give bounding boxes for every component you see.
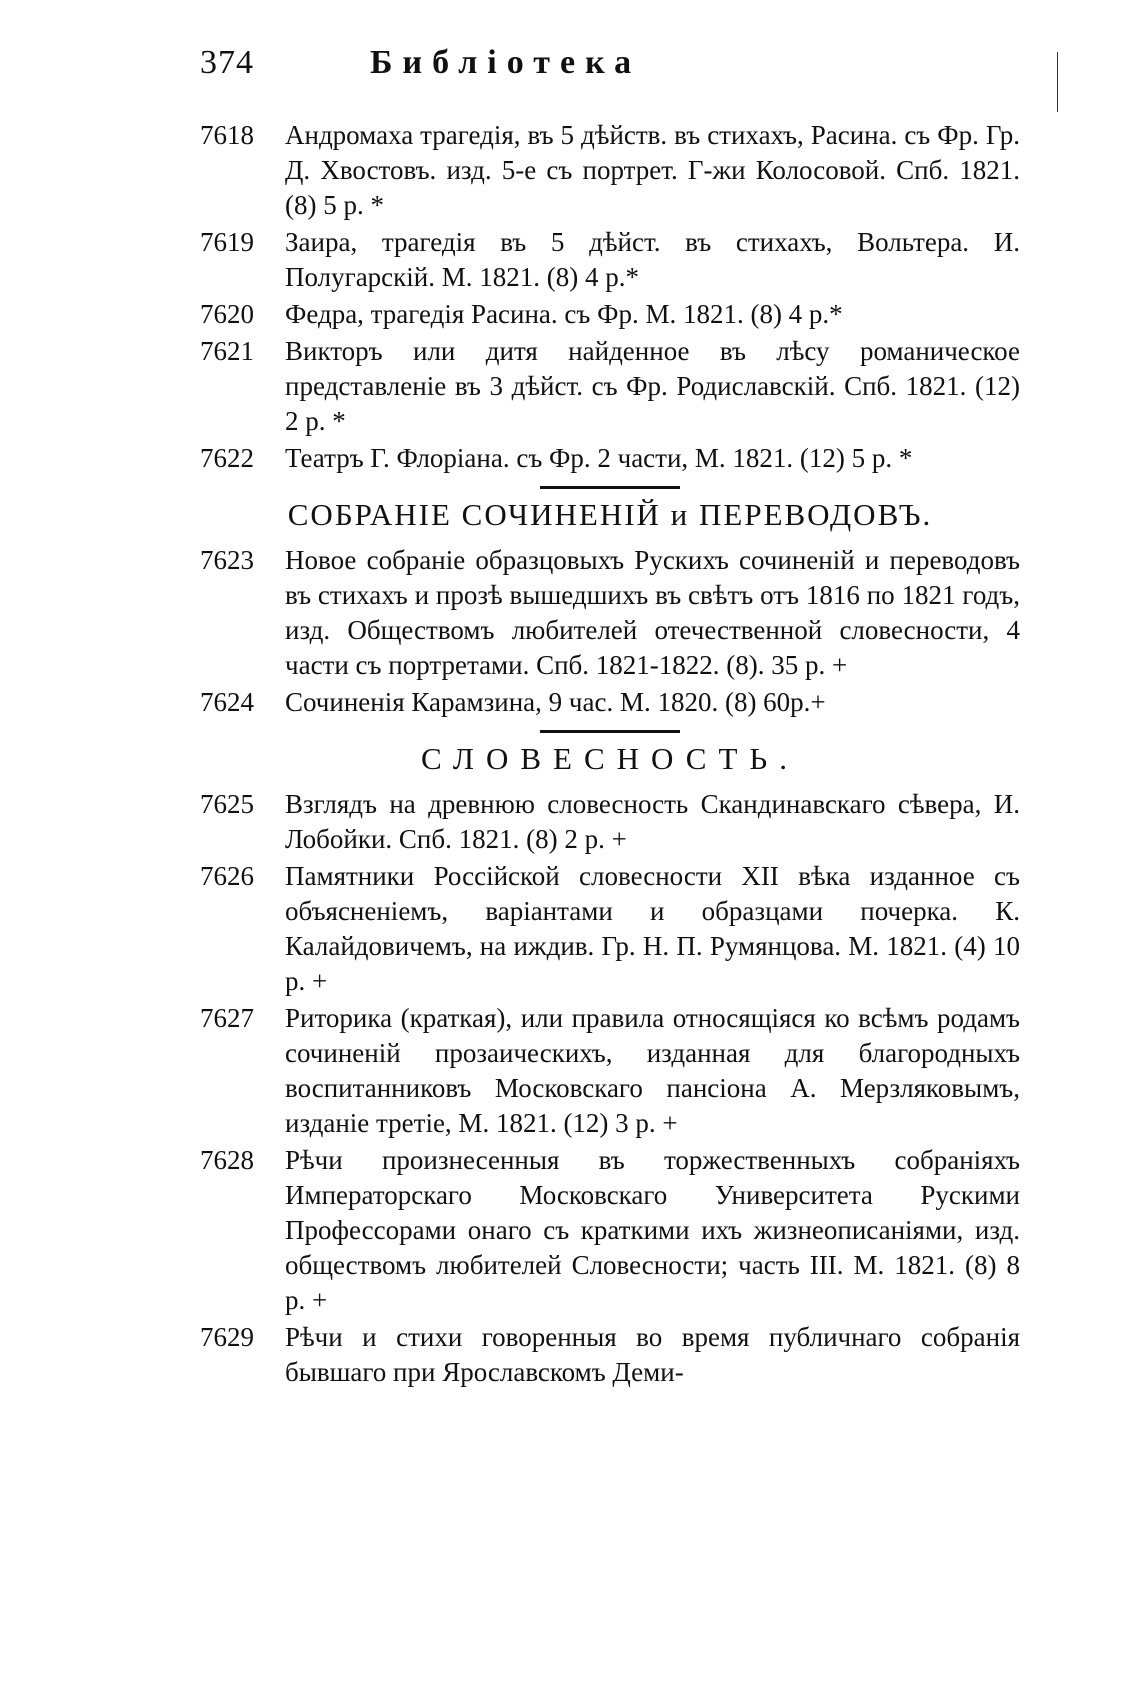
entry-text: Сочиненія Карамзина, 9 час. М. 1820. (8) 60р.+ — [285, 687, 826, 717]
entry-number: 7625 — [200, 789, 254, 819]
catalog-entry — [200, 297, 1020, 332]
entry-text: Андромаха трагедія, въ 5 дѣйств. въ стихахъ, Расина. съ Фр. Гр. Д. Хвостовъ. изд. 5-е съ портрет. Г-жи Колосовой. Спб. 1821. (8) 5 р. * — [285, 120, 1020, 220]
entry-text: Театръ Г. Флоріана. съ Фр. 2 части, М. 1821. (12) 5 р. * — [285, 443, 913, 473]
entry-number: 7618 — [200, 120, 254, 150]
catalog-content — [200, 118, 1020, 1392]
section-heading-collections: СОБРАНІЕ СОЧИНЕНІЙ и ПЕРЕВОДОВЪ. — [287, 497, 933, 532]
entry-number: 7628 — [200, 1145, 254, 1175]
entry-text: Взглядъ на древнюю словесность Скандинавскаго сѣвера, И. Лобойки. Спб. 1821. (8) 2 р. + — [285, 789, 1020, 854]
catalog-entry — [200, 225, 1020, 295]
section-heading-literature: СЛОВЕСНОСТЬ. — [421, 741, 799, 776]
catalog-entry — [200, 787, 1020, 857]
entries-group-collections — [200, 543, 1020, 720]
entry-number: 7624 — [200, 687, 254, 717]
entry-number: 7627 — [200, 1003, 254, 1033]
catalog-entry — [200, 1143, 1020, 1318]
margin-rule — [1057, 52, 1058, 112]
entry-number: 7619 — [200, 227, 254, 257]
catalog-entry — [200, 685, 1020, 720]
catalog-entry — [200, 441, 1020, 476]
catalog-entry — [200, 334, 1020, 439]
entry-text: Рѣчи произнесенныя въ торжественныхъ собраніяхъ Императорскаго Московскаго Университета Рускими Профессорами онаго съ краткими ихъ жизнеописаніями, изд. обществомъ любителей Словесности; часть III. М. 1821. (8) 8 р. + — [285, 1145, 1020, 1315]
catalog-entry — [200, 1320, 1020, 1390]
entry-text: Новое собраніе образцовыхъ Рускихъ сочиненій и переводовъ въ стихахъ и прозѣ вышедшихъ въ свѣтъ отъ 1816 по 1821 годъ, изд. Обществомъ любителей отечественной словесности, 4 части съ портретами. Спб. 1821-1822. (8). 35 р. + — [285, 545, 1020, 680]
running-title: Библіотека — [370, 44, 642, 81]
catalog-entry — [200, 118, 1020, 223]
entry-number: 7623 — [200, 545, 254, 575]
entry-number: 7621 — [200, 336, 254, 366]
entry-text: Викторъ или дитя найденное въ лѣсу романическое представленіе въ 3 дѣйст. съ Фр. Родиславскій. Спб. 1821. (12) 2 р. * — [285, 336, 1020, 436]
entry-text: Заира, трагедія въ 5 дѣйст. въ стихахъ, Вольтера. И. Полугарскій. М. 1821. (8) 4 р.* — [285, 227, 1020, 292]
section-divider — [540, 486, 680, 489]
entry-text: Рѣчи и стихи говоренныя во время публичнаго собранія бывшаго при Ярославскомъ Деми- — [285, 1322, 1020, 1387]
entry-number: 7626 — [200, 861, 254, 891]
entry-text: Риторика (краткая), или правила относящіяся ко всѣмъ родамъ сочиненій прозаическихъ, изданная для благородныхъ воспитанниковъ Московскаго пансіона А. Мерзляковымъ, изданіе третіе, М. 1821. (12) 3 р. + — [285, 1003, 1020, 1138]
catalog-entry — [200, 859, 1020, 999]
entry-number: 7622 — [200, 443, 254, 473]
page-number: 374 — [200, 44, 254, 81]
entry-number: 7629 — [200, 1322, 254, 1352]
catalog-entry — [200, 543, 1020, 683]
entry-text: Федра, трагедія Расина. съ Фр. М. 1821. (8) 4 р.* — [285, 299, 843, 329]
entries-group-literature — [200, 787, 1020, 1390]
entry-number: 7620 — [200, 299, 254, 329]
catalog-entry — [200, 1001, 1020, 1141]
entries-group-drama — [200, 118, 1020, 476]
section-divider — [540, 730, 680, 733]
entry-text: Памятники Россійской словесности XII вѣка изданное съ объясненіемъ, варіантами и образцами почерка. К. Калайдовичемъ, на иждив. Гр. Н. П. Румянцова. М. 1821. (4) 10 р. + — [285, 861, 1020, 996]
